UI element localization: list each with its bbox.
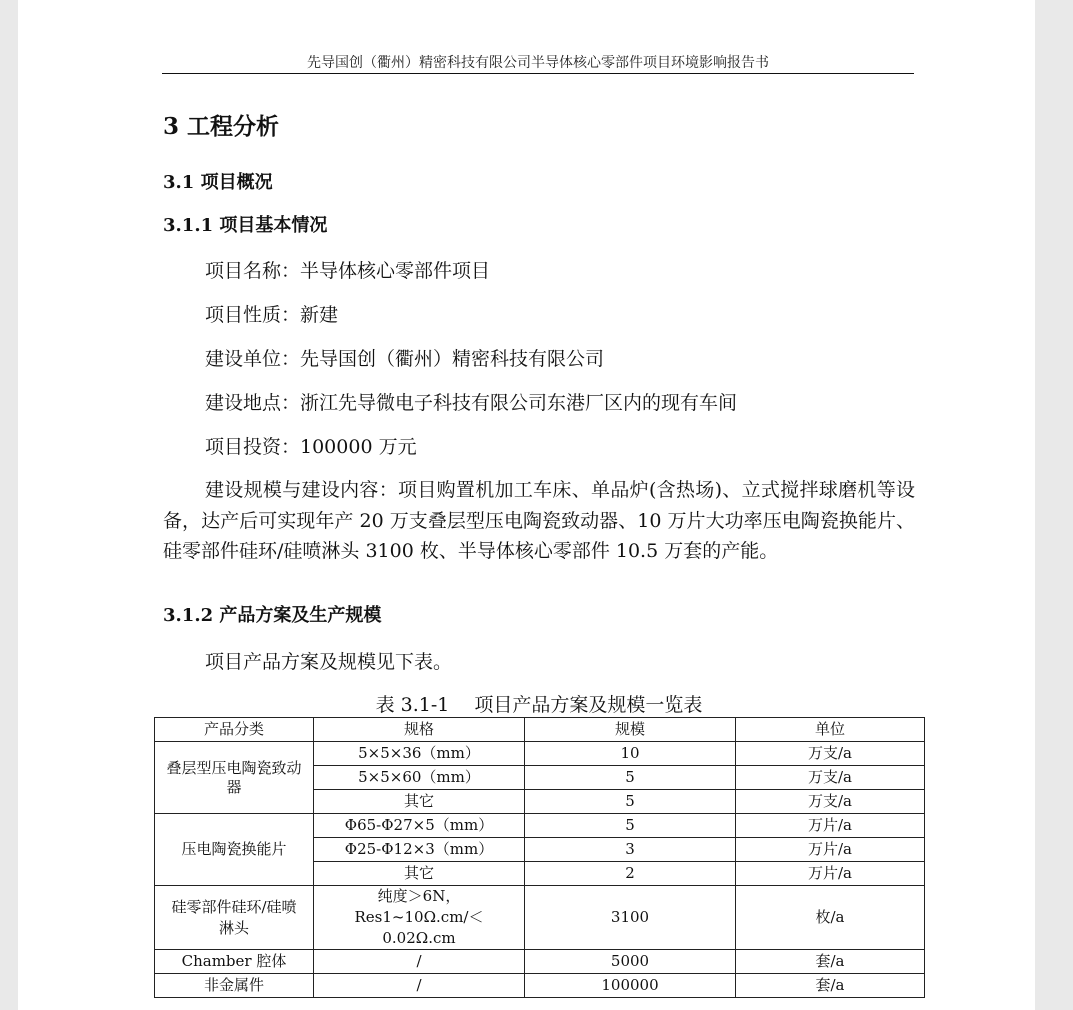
unit-cell: 套/a <box>736 950 925 974</box>
table-row <box>155 814 925 838</box>
construction-scope-paragraph: 建设规模与建设内容：项目购置机加工车床、单品炉(含热场)、立式搅拌球磨机等设备，达产后可实现年产 20 万支叠层型压电陶瓷致动器、10 万片大功率压电陶瓷换能片、硅零部件硅环/硅喷淋头 3100 枚、半导体核心零部件 10.5 万套的产能。 <box>163 479 915 562</box>
chapter-heading: 3 工程分析 <box>163 113 280 140</box>
spec-cell: 5×5×36（mm） <box>314 742 525 766</box>
spec-cell: Φ25-Φ12×3（mm） <box>314 838 525 862</box>
page-header-title: 先导国创（衢州）精密科技有限公司半导体核心零部件项目环境影响报告书 <box>307 55 769 71</box>
unit-cell: 万片/a <box>736 862 925 886</box>
product-scale-table <box>154 717 925 998</box>
section-heading: 3.1 项目概况 <box>163 172 273 193</box>
scale-cell: 2 <box>525 862 736 886</box>
table-header-cell: 产品分类 <box>155 718 314 742</box>
unit-cell: 万支/a <box>736 790 925 814</box>
spec-cell: 其它 <box>314 790 525 814</box>
table-header-cell: 单位 <box>736 718 925 742</box>
scale-cell: 3100 <box>525 886 736 950</box>
scale-cell: 3 <box>525 838 736 862</box>
category-cell: 压电陶瓷换能片 <box>155 814 314 886</box>
construction-unit-line: 建设单位：先导国创（衢州）精密科技有限公司 <box>205 348 605 370</box>
category-cell: 叠层型压电陶瓷致动器 <box>155 742 314 814</box>
construction-location-line: 建设地点：浙江先导微电子科技有限公司东港厂区内的现有车间 <box>205 392 738 414</box>
table-caption: 表 3.1-1 项目产品方案及规模一览表 <box>375 694 703 716</box>
table-row <box>155 742 925 766</box>
spec-cell: / <box>314 974 525 998</box>
unit-cell: 枚/a <box>736 886 925 950</box>
unit-cell: 万片/a <box>736 838 925 862</box>
category-cell: 非金属件 <box>155 974 314 998</box>
products-intro-line: 项目产品方案及规模见下表。 <box>205 651 453 673</box>
unit-cell: 套/a <box>736 974 925 998</box>
spec-cell: / <box>314 950 525 974</box>
investment-line: 项目投资：100000 万元 <box>205 436 417 458</box>
scale-cell: 5 <box>525 766 736 790</box>
unit-cell: 万支/a <box>736 742 925 766</box>
spec-cell: Φ65-Φ27×5（mm） <box>314 814 525 838</box>
scale-cell: 5000 <box>525 950 736 974</box>
category-cell: 硅零部件硅环/硅喷淋头 <box>155 886 314 950</box>
header-divider <box>162 73 914 74</box>
spec-cell: 其它 <box>314 862 525 886</box>
table-row <box>155 974 925 998</box>
table-row <box>155 950 925 974</box>
table-row <box>155 886 925 950</box>
unit-cell: 万片/a <box>736 814 925 838</box>
table-header-cell: 规模 <box>525 718 736 742</box>
table-header-row <box>155 718 925 742</box>
subsection-heading-products: 3.1.2 产品方案及生产规模 <box>163 605 382 626</box>
scale-cell: 10 <box>525 742 736 766</box>
project-name-line: 项目名称：半导体核心零部件项目 <box>205 260 491 282</box>
project-nature-line: 项目性质：新建 <box>205 304 339 326</box>
scale-cell: 100000 <box>525 974 736 998</box>
spec-cell: 纯度＞6N，Res1~10Ω.cm/＜0.02Ω.cm <box>314 886 525 950</box>
spec-cell: 5×5×60（mm） <box>314 766 525 790</box>
unit-cell: 万支/a <box>736 766 925 790</box>
table-header-cell: 规格 <box>314 718 525 742</box>
scale-cell: 5 <box>525 814 736 838</box>
subsection-heading-basic: 3.1.1 项目基本情况 <box>163 215 328 236</box>
document-page <box>18 0 1035 1010</box>
category-cell: Chamber 腔体 <box>155 950 314 974</box>
scale-cell: 5 <box>525 790 736 814</box>
